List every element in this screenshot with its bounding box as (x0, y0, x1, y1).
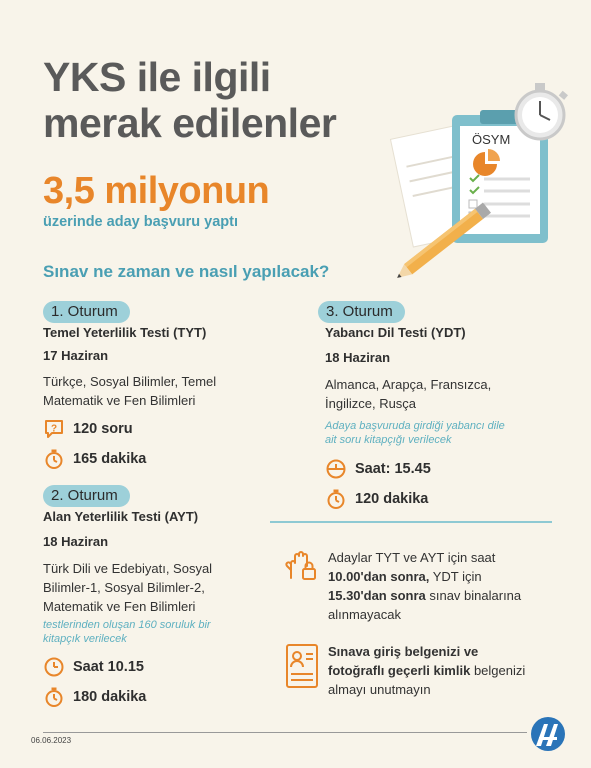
session-2-duration-row (43, 684, 273, 710)
stopwatch-icon (43, 448, 65, 470)
session-1-duration-row (43, 446, 263, 472)
title-line-2: merak edilenler (43, 100, 337, 146)
session-3-note-2: ait soru kitapçığı verilecek (325, 434, 452, 446)
warning-1-line-2-rest: YDT için (429, 569, 482, 584)
session-2-duration: 180 dakika (73, 689, 147, 705)
session-1 (43, 301, 263, 472)
warning-2-line-3: almayı unutmayın (328, 682, 431, 697)
warning-1-line-4: alınmayacak (328, 607, 401, 622)
session-2-test: Alan Yeterlilik Testi (AYT) (43, 509, 199, 524)
warning-2-line-2-bold: fotoğraflı geçerli kimlik (328, 663, 471, 678)
session-2-time: Saat 10.15 (73, 659, 144, 675)
clipboard-illustration (380, 70, 580, 280)
session-2-subjects-1: Türk Dili ve Edebiyatı, Sosyal (43, 561, 213, 576)
publish-date: 06.06.2023 (31, 736, 72, 745)
clock-icon (43, 656, 65, 678)
session-2-subjects-3: Matematik ve Fen Bilimleri (43, 599, 196, 614)
session-2-date: 18 Haziran (43, 534, 109, 549)
session-3 (318, 301, 558, 512)
warning-2-line-2-rest: belgenizi (470, 663, 526, 678)
session-3-duration-row (325, 486, 558, 512)
stat-value: 3,5 milyonun (43, 170, 270, 212)
session-1-subjects-1: Türkçe, Sosyal Bilimler, Temel (43, 374, 217, 389)
session-3-note-1: Adaya başvuruda girdiği yabancı dile (325, 420, 505, 432)
warning-1-line-3-rest: sınav binalarına (425, 588, 522, 603)
aa-logo-icon (530, 716, 566, 752)
session-2-label: 2. Oturum (43, 485, 130, 507)
session-3-time: Saat: 15.45 (355, 461, 431, 477)
session-3-subjects-1: Almanca, Arapça, Fransızca, (325, 377, 492, 392)
id-document-icon (285, 643, 319, 689)
session-1-questions: 120 soru (73, 421, 133, 437)
session-3-test: Yabancı Dil Testi (YDT) (325, 325, 466, 340)
clipboard-label: ÖSYM (472, 132, 511, 147)
warning-1-line-2-bold: 10.00'dan sonra, (328, 569, 430, 584)
clock-icon (325, 458, 347, 480)
session-2-subjects-2: Bilimler-1, Sosyal Bilimler-2, (43, 580, 205, 595)
stopwatch-icon (325, 488, 347, 510)
title-line-1: YKS ile ilgili (43, 54, 271, 100)
stopwatch-icon (43, 686, 65, 708)
warning-entry-time (328, 548, 521, 624)
warning-1-line-3-bold: 15.30'dan sonra (328, 588, 426, 603)
stat-caption: üzerinde aday başvuru yaptı (43, 214, 239, 230)
session-2-time-row (43, 654, 273, 680)
divider (270, 521, 552, 523)
footer-rule (43, 732, 527, 733)
session-3-duration: 120 dakika (355, 491, 429, 507)
session-1-questions-row (43, 416, 263, 442)
session-3-subjects-2: İngilizce, Rusça (325, 396, 417, 411)
session-2-note-2: kitapçık verilecek (43, 633, 127, 645)
question-bubble-icon (43, 418, 65, 440)
warning-1-line-1: Adaylar TYT ve AYT için saat (328, 550, 496, 565)
session-1-subjects-2: Matematik ve Fen Bilimleri (43, 393, 196, 408)
session-1-date: 17 Haziran (43, 348, 109, 363)
session-3-time-row (325, 456, 558, 482)
hand-stop-icon (283, 548, 319, 584)
section-title: Sınav ne zaman ve nasıl yapılacak? (43, 262, 330, 281)
svg-text:?: ? (50, 423, 58, 435)
session-2-note-1: testlerinden oluşan 160 soruluk bir (43, 619, 211, 631)
page-title (43, 54, 336, 146)
session-1-duration: 165 dakika (73, 451, 147, 467)
session-3-label: 3. Oturum (318, 301, 405, 323)
session-2 (43, 485, 273, 710)
session-1-label: 1. Oturum (43, 301, 130, 323)
session-3-date: 18 Haziran (325, 350, 391, 365)
warning-2-line-1: Sınava giriş belgenizi ve (328, 644, 479, 659)
warning-documents (328, 642, 525, 699)
session-1-test: Temel Yeterlilik Testi (TYT) (43, 325, 207, 340)
